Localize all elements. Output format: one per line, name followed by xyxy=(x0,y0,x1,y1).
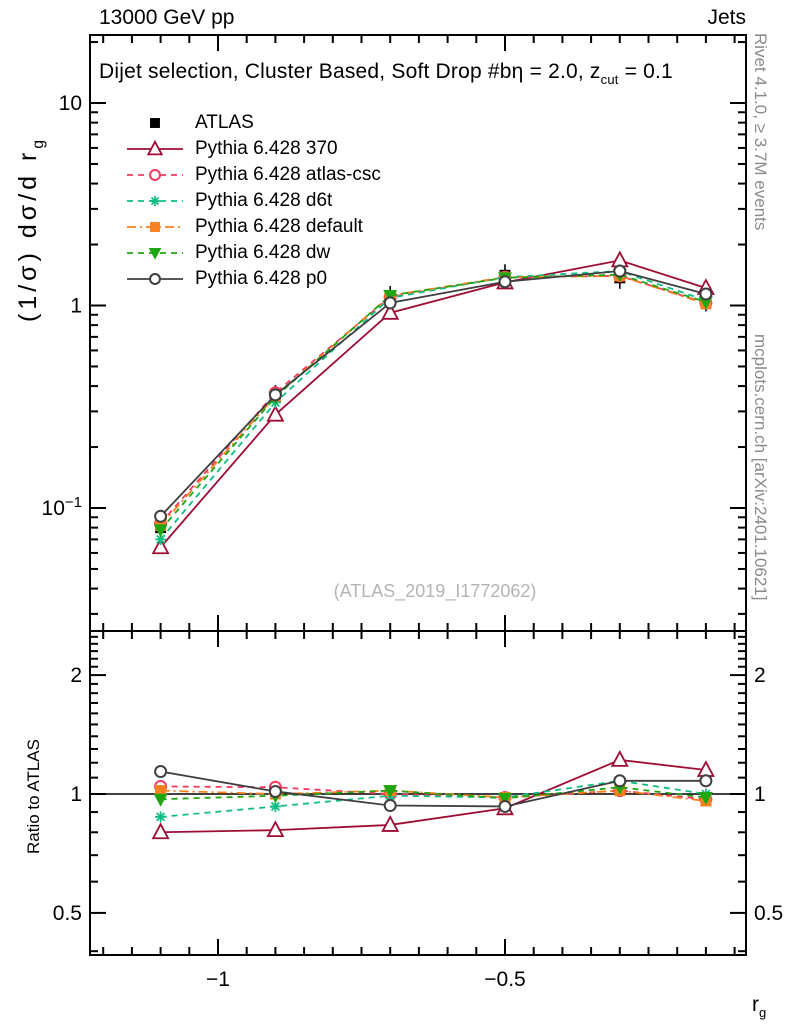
legend-item-pythia-default xyxy=(124,214,381,240)
legend-item-pythia-dw xyxy=(124,240,381,266)
x-axis-label-subscript: g xyxy=(759,1004,767,1020)
legend-label: Pythia 6.428 p0 xyxy=(195,268,328,289)
analysis-id-watermark: (ATLAS_2019_I1772062) xyxy=(333,581,537,601)
ratio-tick-label-left: 1 xyxy=(70,783,82,806)
series-pythia-6-428-default xyxy=(155,270,711,806)
plot-title-subscript: cut xyxy=(600,71,619,87)
ratio-tick-label-right: 2 xyxy=(754,664,766,688)
ratio-tick-label-left: 2 xyxy=(70,664,82,688)
plot-title-tail: = 0.1 xyxy=(618,60,673,83)
legend-label: Pythia 6.428 dw xyxy=(195,242,331,263)
ratio-tick-label-right: 0.5 xyxy=(754,901,784,925)
series-pythia-6-428-dw xyxy=(154,269,713,807)
legend-marker-pythia-atlas-csc xyxy=(124,165,186,185)
y-main-tick-label: $10^{-1}$ xyxy=(41,494,82,520)
y-axis-label-subscript: g xyxy=(29,136,47,149)
y-axis-label-main: (1/σ) dσ/d r xyxy=(14,148,42,322)
ratio-axis-label: Ratio to ATLAS xyxy=(24,739,43,854)
y-axis-label xyxy=(14,30,48,322)
legend-item-pythia-p0 xyxy=(124,266,381,292)
x-axis-label-main: r xyxy=(752,993,759,1016)
y-main-tick-label: 1 xyxy=(70,294,82,318)
legend-label: Pythia 6.428 default xyxy=(195,216,363,237)
legend-item-pythia-atlas-csc xyxy=(124,162,381,188)
legend-item-atlas xyxy=(124,110,381,136)
legend-marker-pythia-default xyxy=(124,217,186,237)
mcplots-url-note: mcplots.cern.ch [arXiv:2401.10621] xyxy=(751,334,770,601)
ratio-tick-label-left: 0.5 xyxy=(52,901,82,925)
legend-label: Pythia 6.428 atlas-csc xyxy=(195,164,381,185)
legend-label: ATLAS xyxy=(195,112,254,133)
series-pythia-6-428-p0 xyxy=(155,266,711,812)
series-atlas xyxy=(155,264,711,538)
legend-marker-atlas xyxy=(124,113,186,133)
legend-label: Pythia 6.428 370 xyxy=(195,138,338,159)
legend-item-pythia-d6t xyxy=(124,188,381,214)
legend-marker-pythia-dw xyxy=(124,243,186,263)
x-axis-label xyxy=(752,993,766,1020)
legend-label: Pythia 6.428 d6t xyxy=(195,190,333,211)
legend xyxy=(124,110,381,292)
rivet-version-note: Rivet 4.1.0, ≥ 3.7M events xyxy=(751,33,770,231)
ratio-tick-label-right: 1 xyxy=(754,783,766,806)
legend-marker-pythia-d6t xyxy=(124,191,186,211)
plot-title-main: Dijet selection, Cluster Based, Soft Drop #bη = 2.0, z xyxy=(99,60,601,83)
x-tick-label: −1 xyxy=(206,968,230,991)
x-tick-label: −0.5 xyxy=(484,968,526,991)
series-pythia-6-428-d6t xyxy=(155,266,711,823)
series-pythia-6-428-370 xyxy=(153,252,713,838)
plot-title xyxy=(99,60,673,87)
series-pythia-6-428-atlas-csc xyxy=(155,270,711,804)
legend-marker-pythia-p0 xyxy=(124,269,186,289)
y-main-tick-label: 10 xyxy=(58,92,82,115)
beam-energy-label: 13000 GeV pp xyxy=(99,6,235,29)
legend-item-pythia-370 xyxy=(124,136,381,162)
process-label: Jets xyxy=(707,6,746,29)
legend-marker-pythia-370 xyxy=(124,139,186,159)
